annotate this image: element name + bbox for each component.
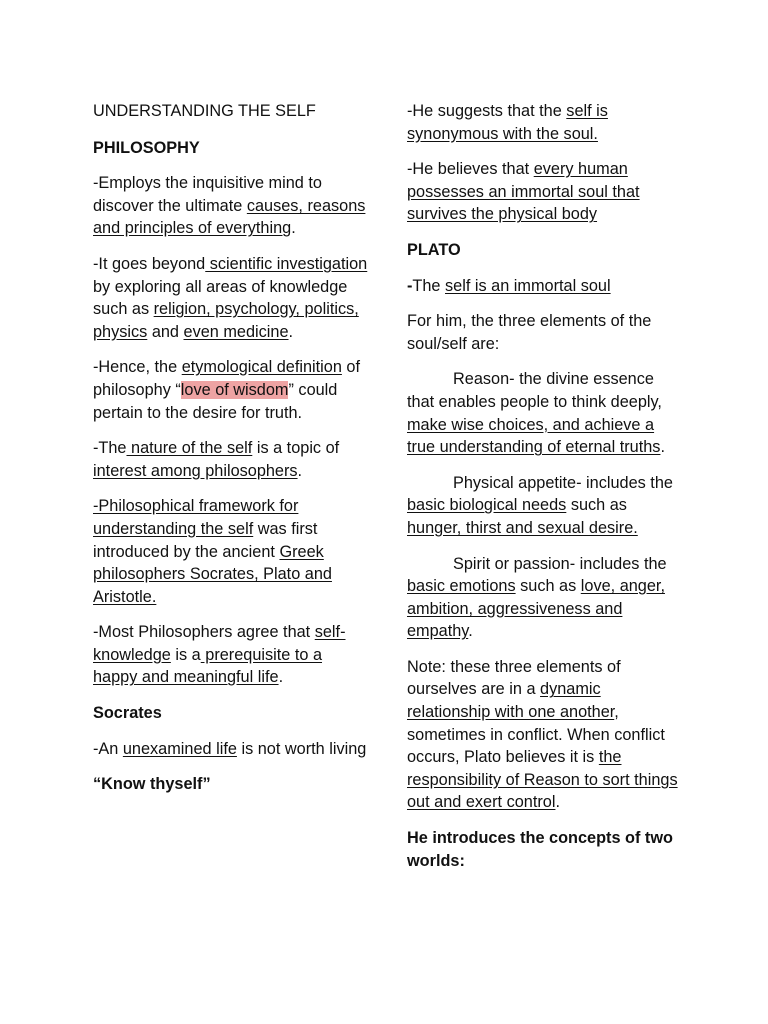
paragraph-framework: -Philosophical framework for understanding the self was first introduced by the ancient Greek philosophers Socrates, Plato and Aristotle. bbox=[93, 497, 332, 606]
paragraph-note: Note: these three elements of ourselves are in a dynamic relationship with one another, sometimes in conflict. When conflict occurs, Plato believes it is the responsibility of Reason to sort things out and exert control. bbox=[407, 657, 678, 812]
paragraph-plato-self: -The self is an immortal soul bbox=[407, 276, 611, 295]
paragraph-nature-of-self: -The nature of the self is a topic of interest among philosophers. bbox=[93, 439, 340, 480]
paragraph-immortal-soul: -He believes that every human possesses an immortal soul that survives the physical body bbox=[407, 160, 640, 224]
paragraph-two-worlds: He introduces the concepts of two worlds: bbox=[407, 829, 673, 870]
quote-know-thyself: “Know thyself” bbox=[93, 775, 211, 794]
section-heading-plato: PLATO bbox=[407, 240, 461, 259]
paragraph-three-elements: For him, the three elements of the soul/self are: bbox=[407, 312, 652, 353]
paragraph-employs-mind: -Employs the inquisitive mind to discover the ultimate causes, reasons and principles of everything. bbox=[93, 174, 366, 238]
paragraph-unexamined-life: -An unexamined life is not worth living bbox=[93, 739, 367, 758]
right-column bbox=[407, 100, 682, 885]
paragraph-etymology: -Hence, the etymological definition of philosophy “love of wisdom” could pertain to the desire for truth. bbox=[93, 358, 361, 422]
paragraph-self-soul: -He suggests that the self is synonymous with the soul. bbox=[407, 102, 608, 143]
paragraph-self-knowledge: -Most Philosophers agree that self-knowledge is a prerequisite to a happy and meaningful life. bbox=[93, 623, 346, 687]
paragraph-goes-beyond: -It goes beyond scientific investigation by exploring all areas of knowledge such as religion, psychology, politics, physics and even medicine. bbox=[93, 254, 368, 341]
highlighted-text: love of wisdom bbox=[180, 380, 289, 399]
paragraph-spirit-passion: Spirit or passion- includes the basic emotions such as love, anger, ambition, aggressiveness and empathy. bbox=[407, 554, 667, 641]
paragraph-reason: Reason- the divine essence that enables people to think deeply, make wise choices, and achieve a true understanding of eternal truths. bbox=[407, 370, 665, 457]
section-heading-socrates: Socrates bbox=[93, 704, 162, 723]
paragraph-physical-appetite: Physical appetite- includes the basic biological needs such as hunger, thirst and sexual desire. bbox=[407, 473, 673, 537]
left-column bbox=[93, 100, 368, 809]
section-heading-philosophy: PHILOSOPHY bbox=[93, 138, 200, 157]
document-title: UNDERSTANDING THE SELF bbox=[93, 102, 316, 120]
